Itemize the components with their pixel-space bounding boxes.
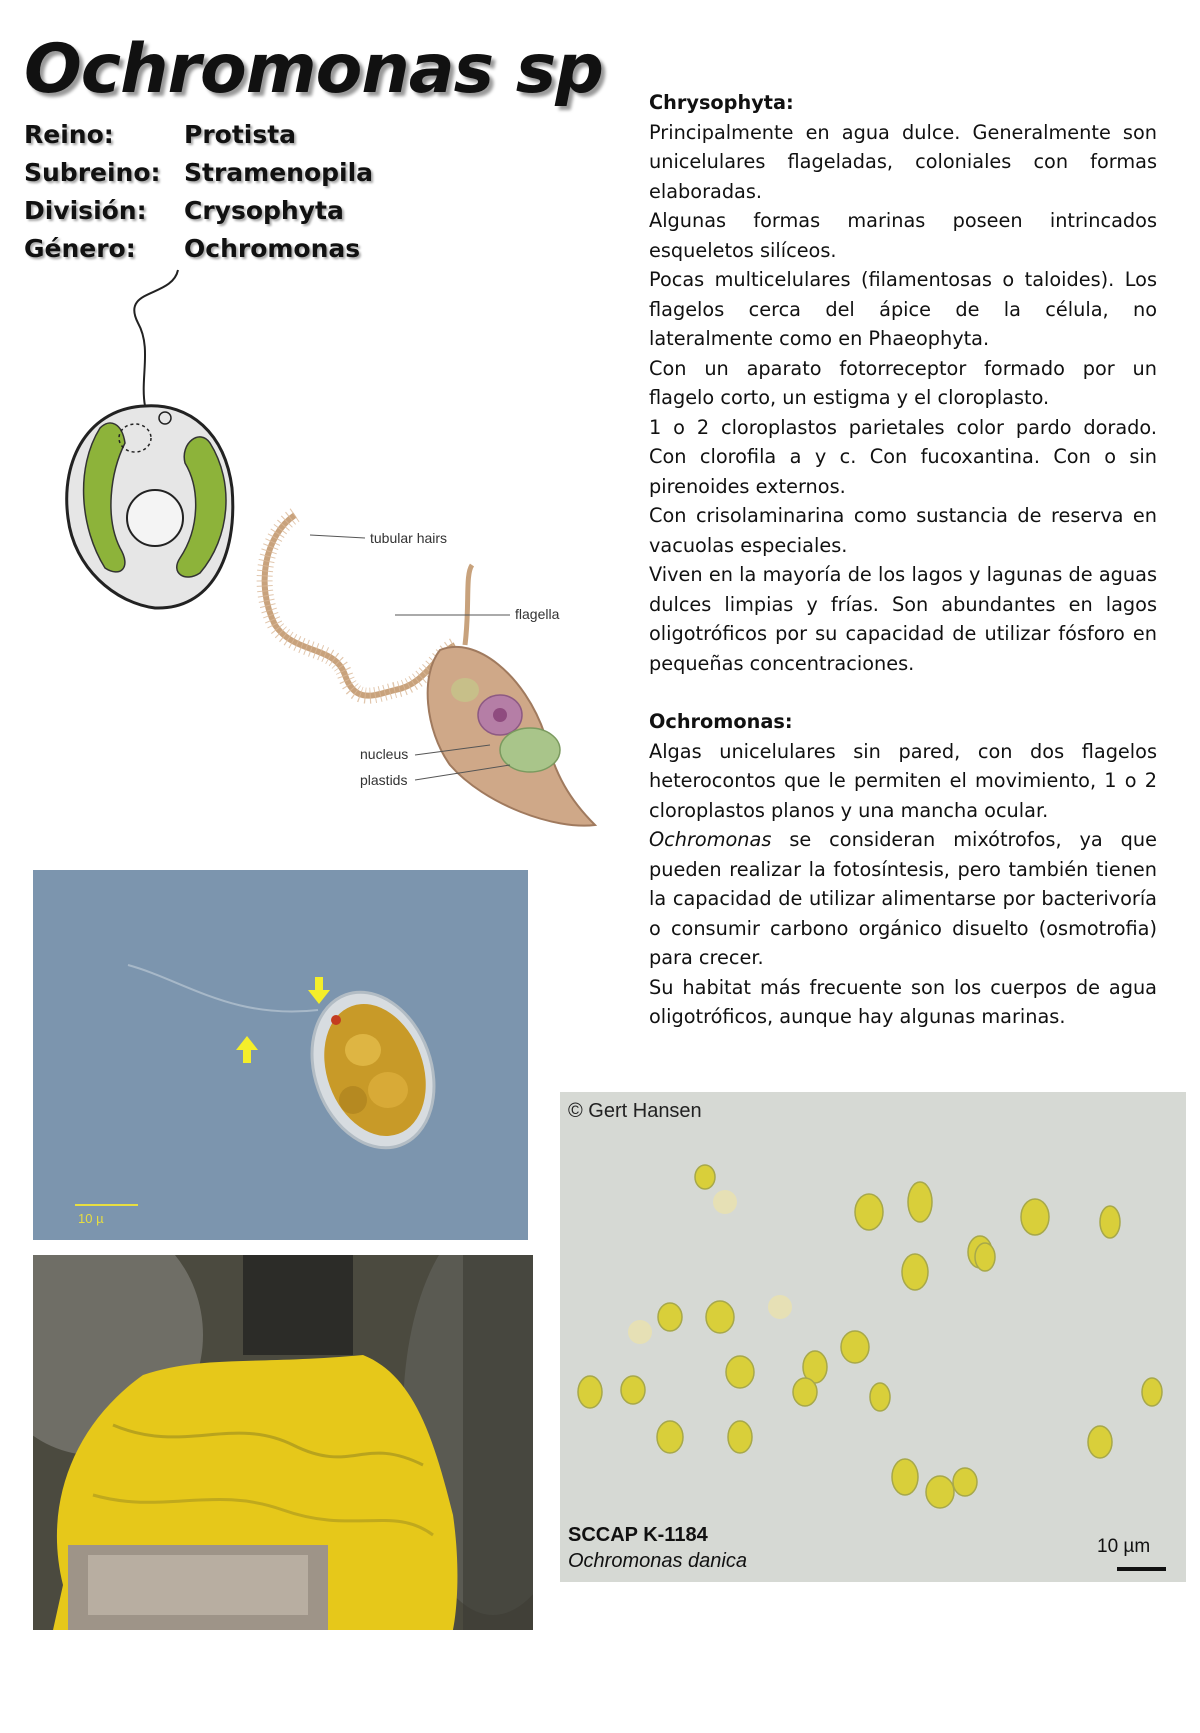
taxonomy-row [24, 153, 374, 191]
taxonomy-row [24, 115, 374, 153]
culture-scale-label: 10 µm [1097, 1536, 1151, 1557]
chrysophyta-paragraph: Pocas multicelulares (filamentosas o taloides). Los flagelos cerca del ápice de la célula, no lateralmente como en Phaeophyta. [649, 268, 1157, 350]
cell-line-drawing [60, 268, 245, 613]
label-tubular-hairs: tubular hairs [370, 530, 448, 546]
chrysophyta-paragraph: Con crisolaminarina como sustancia de reserva en vacuolas especiales. [649, 504, 1157, 557]
chrysophyta-paragraph: 1 o 2 cloroplastos parietales color pardo dorado. Con clorofila a y c. Con fucoxantina. Con o sin pirenoides externos. [649, 415, 1157, 498]
label-plastids: plastids [360, 772, 408, 788]
taxonomy-key: Reino: [24, 119, 114, 149]
ochromonas-paragraph-text: se consideran mixótrofos, ya que pueden realizar la fotosíntesis, pero también tienen la capacidad de utilizar alimentarse por bacterivoría o consumir carbono orgánico disuelto (osmotrofia) para crecer. [649, 828, 1157, 969]
taxonomy-value: Crysophyta [184, 195, 344, 225]
genus-italic: Ochromonas [649, 828, 772, 851]
taxonomy-table [24, 115, 374, 267]
taxonomy-key: División: [24, 195, 147, 225]
chrysophyta-paragraph: Viven en la mayoría de los lagos y lagunas de aguas dulces limpias y frías. Son abundantes en lagos oligotróficos por su capacidad de utilizar fósforo en pequeñas concentraciones. [649, 563, 1157, 675]
ochromonas-paragraph [649, 825, 1157, 973]
taxonomy-key: Subreino: [24, 157, 161, 187]
label-flagella: flagella [515, 606, 560, 622]
description-column [649, 88, 1157, 1032]
chrysophyta-heading: Chrysophyta: [649, 91, 794, 114]
taxonomy-row [24, 229, 374, 267]
ochromonas-paragraph: Algas unicelulares sin pared, con dos flagelos heterocontos que le permiten el movimiento, 1 o 2 cloroplastos planos y una mancha ocular. [649, 739, 1157, 822]
label-nucleus: nucleus [360, 746, 409, 762]
photo-yellow-bloom [33, 1255, 533, 1630]
taxonomy-value: Stramenopila [184, 157, 374, 187]
photo-culture-cells [560, 1092, 1186, 1582]
taxonomy-value: Protista [184, 119, 297, 149]
chrysophyta-paragraph: Con un aparato fotorreceptor formado por un flagelo corto, un estigma y el cloroplasto. [649, 356, 1157, 409]
taxonomy-row [24, 191, 374, 229]
ochromonas-heading: Ochromonas: [649, 710, 793, 733]
cell-3d-diagram [235, 495, 615, 840]
chrysophyta-paragraph: Algunas formas marinas poseen intrincados esqueletos silíceos. [649, 209, 1157, 262]
taxonomy-value: Ochromonas [184, 233, 361, 263]
strain-label: SCCAP K-1184 [568, 1524, 708, 1546]
ochromonas-paragraph: Su habitat más frecuente son los cuerpos de agua oligotróficos, aunque hay algunas marinas. [649, 975, 1157, 1028]
chrysophyta-paragraph: Principalmente en agua dulce. Generalmente son unicelulares flageladas, coloniales con formas elaboradas. [649, 120, 1157, 203]
taxonomy-key: Género: [24, 233, 136, 263]
photo-credit: © Gert Hansen [568, 1100, 702, 1122]
micrograph-single-cell [33, 870, 528, 1240]
species-label: Ochromonas danica [568, 1550, 747, 1572]
page-title: Ochromonas sp [24, 30, 603, 109]
micrograph-scale-label: 10 µ [78, 1211, 104, 1226]
